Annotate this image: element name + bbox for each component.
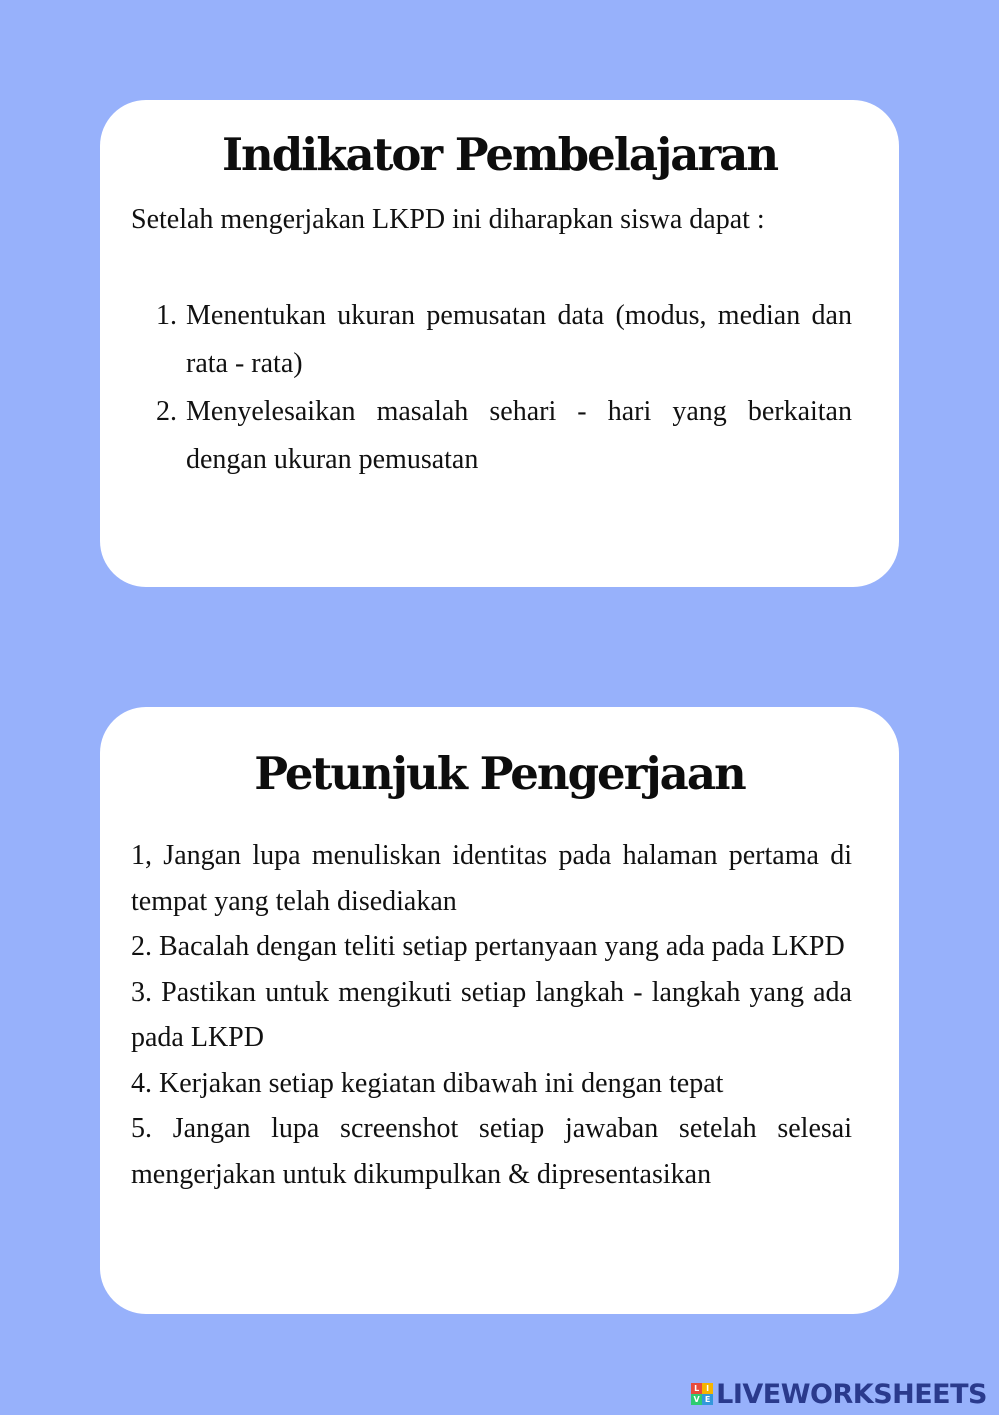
list-number: 2. bbox=[156, 396, 177, 427]
petunjuk-step: 4. Kerjakan setiap kegiatan dibawah ini dengan tepat bbox=[131, 1067, 724, 1099]
petunjuk-step: 5. Jangan lupa screenshot setiap jawaban setelah selesai mengerjakan untuk dikumpulkan & dipresentasikan bbox=[131, 1113, 852, 1190]
indikator-item bbox=[131, 292, 852, 388]
petunjuk-step: 3. Pastikan untuk mengikuti setiap langkah - langkah yang ada pada LKPD bbox=[131, 976, 852, 1053]
list-number: 1. bbox=[156, 300, 177, 331]
brand-name: LIVEWORKSHEETS bbox=[716, 1378, 987, 1410]
liveworksheets-brand[interactable] bbox=[691, 1379, 987, 1409]
indikator-card bbox=[100, 100, 899, 587]
petunjuk-step: 1, Jangan lupa menuliskan identitas pada halaman pertama di tempat yang telah disediakan bbox=[131, 840, 852, 917]
petunjuk-title: Petunjuk Pengerjaan bbox=[254, 747, 745, 800]
petunjuk-steps bbox=[131, 833, 852, 1197]
indikator-item bbox=[131, 388, 852, 484]
indikator-list bbox=[131, 292, 852, 484]
logo-letter: V bbox=[691, 1394, 702, 1405]
list-item-text: Menyelesaikan masalah sehari - hari yang berkaitan dengan ukuran pemusatan bbox=[186, 396, 852, 475]
indikator-intro: Setelah mengerjakan LKPD ini diharapkan siswa dapat : bbox=[131, 204, 765, 235]
petunjuk-step: 2. Bacalah dengan teliti setiap pertanyaan yang ada pada LKPD bbox=[131, 931, 845, 962]
petunjuk-card bbox=[100, 707, 899, 1314]
logo-letter: E bbox=[702, 1394, 713, 1405]
indikator-title: Indikator Pembelajaran bbox=[221, 128, 778, 181]
logo-letter: L bbox=[691, 1383, 702, 1394]
logo-letter: I bbox=[702, 1383, 713, 1394]
liveworksheets-logo-icon bbox=[691, 1383, 713, 1405]
list-item-text: Menentukan ukuran pemusatan data (modus, median dan rata - rata) bbox=[186, 300, 852, 379]
